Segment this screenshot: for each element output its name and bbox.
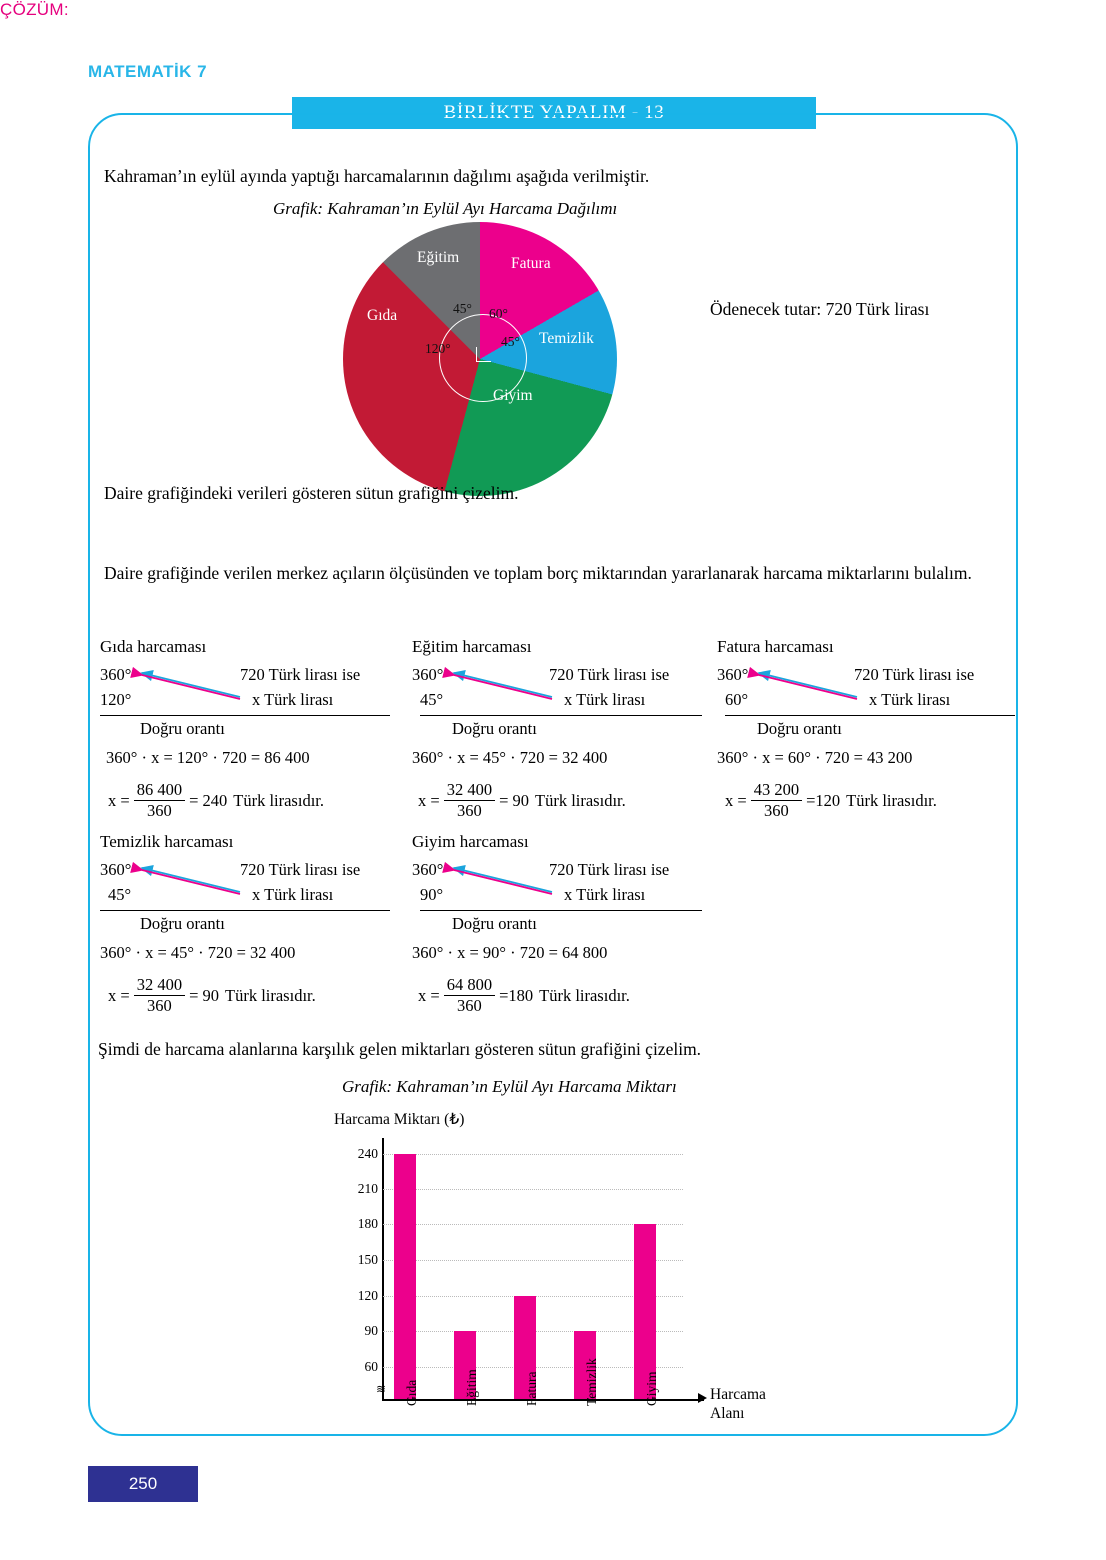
proportion-block-giyim: [412, 832, 712, 1016]
proportion-divider: [420, 715, 702, 716]
pie-slice-label-temizlik: Temizlik: [539, 330, 594, 347]
intro-text: Kahraman’ın eylül ayında yaptığı harcamalarının dağılımı aşağıda verilmiştir.: [104, 166, 650, 186]
proportion-right-top: 720 Türk lirası ise: [240, 860, 361, 879]
result-x-prefix: x =: [108, 985, 130, 1005]
fraction-numerator: 32 400: [136, 975, 183, 994]
proportion-right-bottom: x Türk lirası: [252, 690, 334, 709]
proportion-right-bottom: x Türk lirası: [869, 690, 951, 709]
x-axis-label-line1: Harcama: [710, 1386, 766, 1403]
fraction-denominator: 360: [751, 800, 802, 821]
result-x-prefix: x =: [418, 790, 440, 810]
y-tick-210: 210: [357, 1181, 378, 1196]
y-axis-label: Harcama Miktarı (₺): [334, 1111, 465, 1128]
y-tick-60: 60: [364, 1359, 378, 1374]
pie-slice-label-egitim: Eğitim: [417, 249, 460, 266]
proportion-result-line: [108, 975, 400, 1016]
proportion-result-line: [418, 975, 712, 1016]
x-tick-label-fatura: Fatura: [524, 1371, 539, 1406]
y-axis-line: [382, 1138, 384, 1400]
y-tick-90: 90: [364, 1323, 378, 1338]
gridline: [383, 1189, 683, 1190]
bar-chart: [330, 1110, 800, 1430]
result-value: =120: [806, 790, 841, 810]
fraction-numerator: 32 400: [446, 780, 493, 799]
y-tick-240: 240: [357, 1146, 378, 1161]
solution-intro-text: Daire grafiğinde verilen merkez açıların ölçüsünden ve toplam borç miktarından yararlanarak harcama miktarlarını bulalım.: [104, 563, 972, 583]
fraction-denominator: 360: [444, 995, 495, 1016]
proportion-result-line: [725, 780, 1017, 821]
proportion-block-egitim: [412, 637, 712, 821]
result-fraction: [444, 975, 495, 1016]
right-angle-marker-icon: [476, 347, 491, 362]
proportion-equation: 360° · x = 90° · 720 = 64 800: [412, 943, 608, 962]
fraction-denominator: 360: [444, 800, 495, 821]
question-text-2: Şimdi de harcama alanlarına karşılık gelen miktarları gösteren sütun grafiğini çizelim.: [98, 1039, 702, 1059]
result-value: = 240: [189, 790, 228, 810]
x-tick-label-temizlik: Temizlik: [584, 1358, 599, 1406]
fraction-denominator: 360: [134, 800, 185, 821]
x-tick-label-giyim: Giyim: [644, 1371, 659, 1406]
result-x-prefix: x =: [418, 985, 440, 1005]
fraction-denominator: 360: [134, 995, 185, 1016]
fraction-numerator: 86 400: [136, 780, 183, 799]
proportion-divider: [100, 910, 390, 911]
fraction-numerator: 64 800: [446, 975, 493, 994]
proportion-right-bottom: x Türk lirası: [252, 885, 334, 904]
proportion-left-top: 360°: [412, 860, 444, 879]
pie-slice-label-giyim: Giyim: [493, 387, 533, 404]
proportion-left-bottom: 45°: [420, 690, 444, 709]
pie-chart-caption: Grafik: Kahraman’ın Eylül Ayı Harcama Dağılımı: [273, 199, 618, 218]
proportion-result-line: [108, 780, 400, 821]
solution-label: ÇÖZÜM:: [0, 0, 69, 19]
proportion-title: Giyim harcaması: [412, 832, 529, 851]
result-value: = 90: [499, 790, 529, 810]
proportion-right-top: 720 Türk lirası ise: [240, 665, 361, 684]
proportion-right-top: 720 Türk lirası ise: [549, 665, 670, 684]
pie-chart: [343, 222, 623, 482]
proportion-block-gida: [100, 637, 400, 821]
proportion-rule-label: Doğru orantı: [452, 914, 537, 933]
proportion-rule-label: Doğru orantı: [452, 719, 537, 738]
result-unit: Türk lirasıdır.: [539, 985, 630, 1005]
result-unit: Türk lirasıdır.: [846, 790, 937, 810]
x-axis-arrow-icon: [698, 1393, 707, 1403]
question-text-1: Daire grafiğindeki verileri gösteren sütun grafiğini çizelim.: [104, 483, 519, 503]
bar-gida: [394, 1154, 416, 1399]
result-unit: Türk lirasıdır.: [233, 790, 324, 810]
pie-angle-45-temizlik: 45°: [501, 334, 520, 349]
pie-angle-45-egitim: 45°: [453, 301, 472, 316]
result-x-prefix: x =: [725, 790, 747, 810]
proportion-title: Eğitim harcaması: [412, 637, 532, 656]
y-tick-120: 120: [357, 1288, 378, 1303]
proportion-title: Fatura harcaması: [717, 637, 834, 656]
result-unit: Türk lirasıdır.: [225, 985, 316, 1005]
proportion-result-line: [418, 780, 712, 821]
proportion-rule-label: Doğru orantı: [757, 719, 842, 738]
proportion-right-bottom: x Türk lirası: [564, 885, 646, 904]
x-tick-label-gida: Gıda: [404, 1379, 419, 1406]
result-fraction: [444, 780, 495, 821]
proportion-right-bottom: x Türk lirası: [564, 690, 646, 709]
axis-break-icon: ≋: [376, 1382, 385, 1396]
proportion-left-top: 360°: [412, 665, 444, 684]
proportion-divider: [420, 910, 702, 911]
proportion-right-top: 720 Türk lirası ise: [854, 665, 975, 684]
page-subject-header: MATEMATİK 7: [88, 62, 208, 81]
x-axis-label: [710, 1386, 766, 1423]
proportion-left-top: 360°: [100, 665, 132, 684]
proportion-left-bottom: 45°: [108, 885, 132, 904]
proportion-equation: 360° · x = 45° · 720 = 32 400: [412, 748, 608, 767]
pie-angle-60-fatura: 60°: [489, 306, 508, 321]
result-x-prefix: x =: [108, 790, 130, 810]
bar-chart-caption: Grafik: Kahraman’ın Eylül Ayı Harcama Miktarı: [342, 1077, 677, 1096]
fraction-numerator: 43 200: [753, 780, 800, 799]
pie-angle-120-gida: 120°: [425, 341, 451, 356]
activity-title-banner: BİRLİKTE YAPALIM - 13: [292, 97, 816, 129]
proportion-title: Gıda harcaması: [100, 637, 207, 656]
proportion-rule-label: Doğru orantı: [140, 719, 225, 738]
result-value: =180: [499, 985, 534, 1005]
proportion-left-bottom: 90°: [420, 885, 444, 904]
result-unit: Türk lirasıdır.: [535, 790, 626, 810]
proportion-rule-label: Doğru orantı: [140, 914, 225, 933]
proportion-equation: 360° · x = 120° · 720 = 86 400: [106, 748, 310, 767]
proportion-left-bottom: 60°: [725, 690, 749, 709]
proportion-divider: [725, 715, 1015, 716]
result-fraction: [134, 780, 185, 821]
pie-slice-label-gida: Gıda: [367, 307, 398, 324]
proportion-block-fatura: [717, 637, 1017, 821]
total-amount-note: Ödenecek tutar: 720 Türk lirası: [710, 299, 930, 319]
proportion-right-top: 720 Türk lirası ise: [549, 860, 670, 879]
proportion-left-top: 360°: [100, 860, 132, 879]
x-axis-label-line2: Alanı: [710, 1404, 745, 1422]
result-fraction: [751, 780, 802, 821]
y-tick-180: 180: [357, 1216, 378, 1231]
proportion-left-bottom: 120°: [100, 690, 132, 709]
proportion-title: Temizlik harcaması: [100, 832, 234, 851]
result-value: = 90: [189, 985, 219, 1005]
gridline: [383, 1154, 683, 1155]
proportion-equation: 360° · x = 45° · 720 = 32 400: [100, 943, 296, 962]
proportion-left-top: 360°: [717, 665, 749, 684]
result-fraction: [134, 975, 185, 1016]
x-tick-label-egitim: Eğitim: [464, 1369, 479, 1406]
proportion-divider: [100, 715, 390, 716]
pie-slice-label-fatura: Fatura: [511, 255, 551, 272]
proportion-equation: 360° · x = 60° · 720 = 43 200: [717, 748, 913, 767]
proportion-block-temizlik: [100, 832, 400, 1016]
y-tick-150: 150: [357, 1252, 378, 1267]
page-number: 250: [88, 1466, 198, 1502]
